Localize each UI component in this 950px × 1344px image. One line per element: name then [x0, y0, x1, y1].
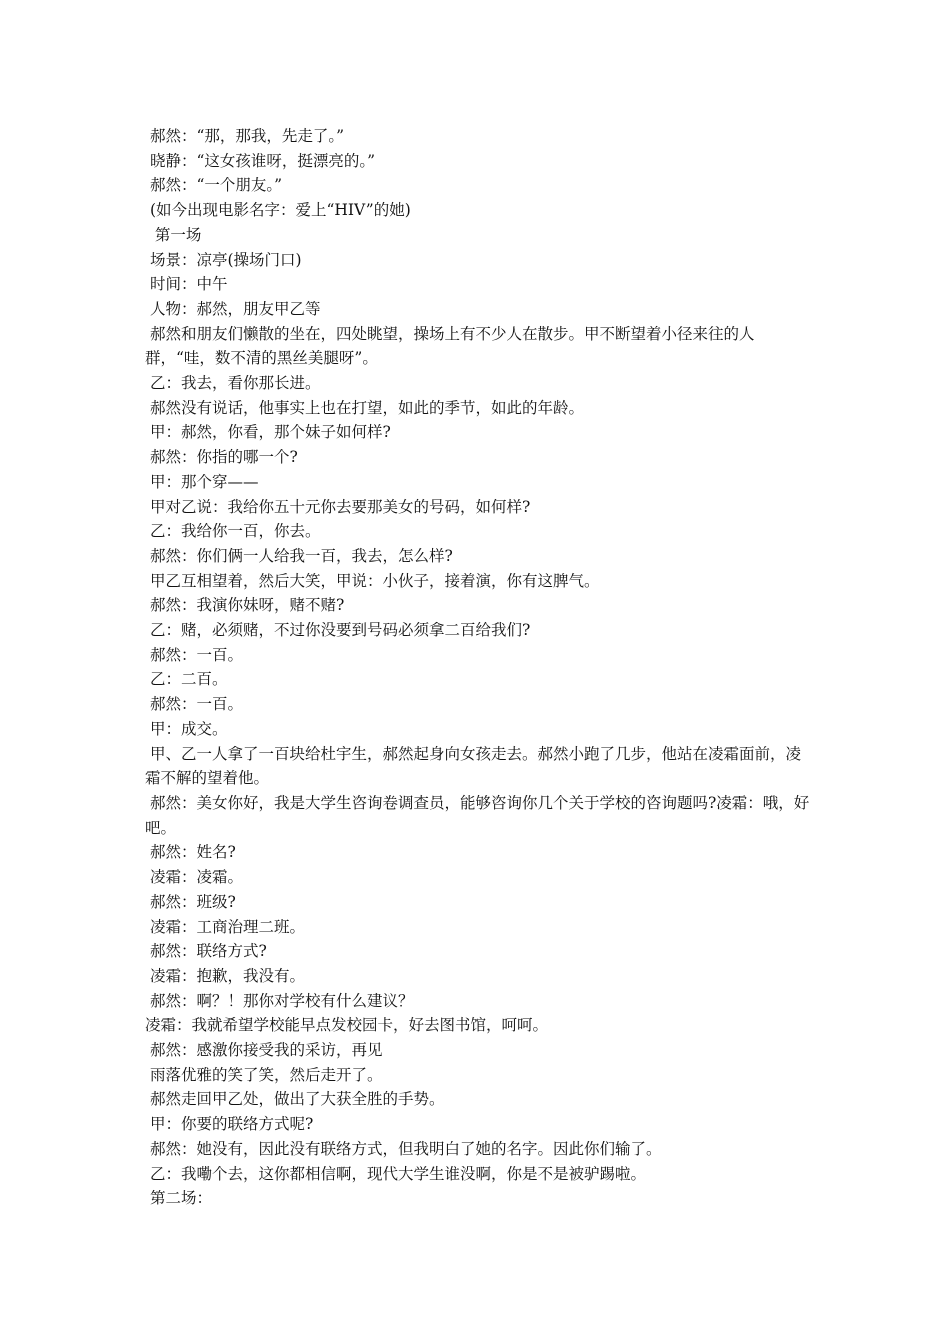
- text-line: 郝然：“那，那我，先走了。”: [145, 127, 345, 145]
- text-line: 郝然：你们俩一人给我一百，我去，怎么样?: [145, 546, 453, 565]
- text-line: 郝然：姓名?: [145, 843, 236, 862]
- text-line: 甲、乙一人拿了一百块给杜宇生，郝然起身向女孩走去。郝然小跑了几步，他站在凌霜面前，凌霜不解的望着他。: [145, 744, 801, 788]
- text-line: 乙：赌，必须赌，不过你没要到号码必须拿二百给我们?: [145, 621, 531, 640]
- text-line: 乙：我嘞个去，这你都相信啊，现代大学生谁没啊，你是不是被驴踢啦。: [145, 1164, 646, 1183]
- text-line: 郝然：你指的哪一个?: [145, 448, 298, 467]
- text-line: 郝然走回甲乙处，做出了大获全胜的手势。: [145, 1090, 445, 1109]
- text-line: 乙：二百。: [145, 670, 228, 689]
- document-body: [145, 124, 815, 1211]
- text-line: 甲：你要的联络方式呢?: [145, 1115, 314, 1134]
- text-line: 雨落优雅的笑了笑，然后走开了。: [145, 1065, 383, 1084]
- text-line: 甲对乙说：我给你五十元你去要那美女的号码，如何样?: [145, 497, 531, 516]
- text-line: 晓静：“这女孩谁呀，挺漂亮的。”: [145, 151, 376, 170]
- text-line: 郝然：她没有，因此没有联络方式，但我明白了她的名字。因此你们输了。: [145, 1139, 662, 1158]
- text-line: 乙：我给你一百，你去。: [145, 522, 321, 541]
- text-line: 凌霜：工商治理二班。: [145, 917, 305, 936]
- text-line: 甲：郝然，你看，那个妹子如何样?: [145, 423, 391, 442]
- text-line: 乙：我去，看你那长进。: [145, 374, 321, 393]
- text-line: 甲乙互相望着，然后大笑，甲说：小伙子，接着演，你有这脾气。: [145, 571, 600, 590]
- text-line: 郝然：一百。: [145, 695, 243, 714]
- text-line: 人物：郝然，朋友甲乙等: [145, 299, 321, 318]
- text-line: 郝然：联络方式?: [145, 942, 267, 961]
- text-line: 郝然：班级?: [145, 892, 236, 911]
- text-line: (如今出现电影名字：爱上“HIV”的她): [145, 201, 411, 220]
- text-line: 郝然：一百。: [145, 645, 243, 664]
- text-line: 郝然和朋友们懒散的坐在，四处眺望，操场上有不少人在散步。甲不断望着小径来往的人群，“哇，数不清的黑丝美腿呀”。: [145, 324, 755, 368]
- text-line: 凌霜：抱歉，我没有。: [145, 966, 305, 985]
- text-line: 第一场: [145, 225, 202, 244]
- text-line: 甲：成交。: [145, 719, 228, 738]
- text-line: 第二场：: [145, 1189, 212, 1208]
- text-line: 甲：那个穿——: [145, 472, 259, 491]
- text-line: 郝然：啊？！那你对学校有什么建议？: [145, 991, 414, 1010]
- text-line: 郝然没有说话，他事实上也在打望，如此的季节，如此的年龄。: [145, 398, 584, 417]
- text-line: 凌霜：凌霜。: [145, 868, 243, 887]
- text-line: 凌霜：我就希望学校能早点发校园卡，好去图书馆，呵呵。: [145, 1016, 549, 1035]
- text-line: 郝然：美女你好，我是大学生咨询卷调查员，能够咨询你几个关于学校的咨询题吗?凌霜：哦，好吧。: [145, 793, 810, 837]
- text-line: 郝然：我演你妹呀，赌不赌?: [145, 596, 345, 615]
- text-line: 郝然：“一个朋友。”: [145, 176, 283, 195]
- text-line: 时间：中午: [145, 275, 228, 294]
- text-line: 场景：凉亭(操场门口): [145, 250, 302, 269]
- text-line: 郝然：感激你接受我的采访，再见: [145, 1041, 383, 1060]
